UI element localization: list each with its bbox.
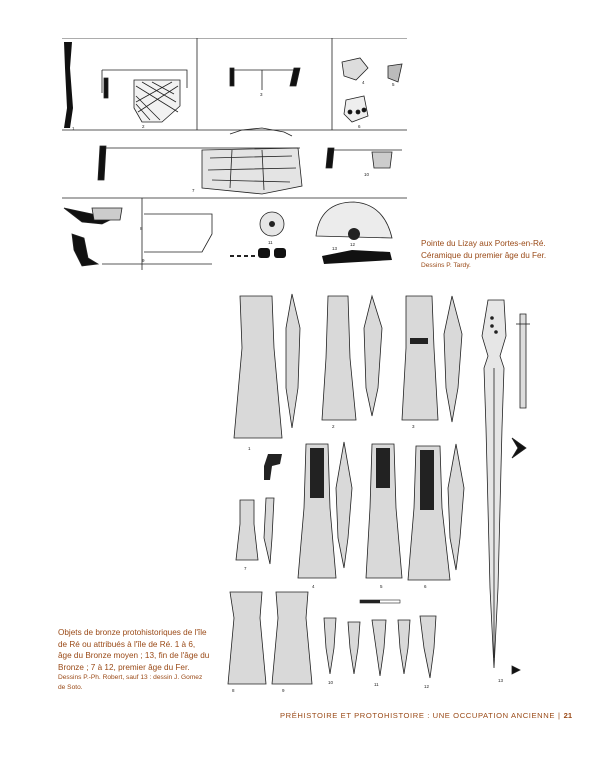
pot-10 <box>326 148 402 168</box>
axe-2-side <box>364 296 382 416</box>
pot-7 <box>98 128 302 194</box>
fig-a-num-5: 5 <box>392 82 395 87</box>
axe-6-side <box>448 444 464 570</box>
axe-7 <box>236 500 258 560</box>
fig-a-num-3: 3 <box>260 92 263 97</box>
fig-b-num-6: 6 <box>424 584 427 589</box>
fig-a-num-8: 8 <box>140 226 143 231</box>
page-number: 21 <box>563 711 573 720</box>
fig-b-num-10: 10 <box>328 680 334 685</box>
ceramics-figure <box>62 38 410 270</box>
fig-a-num-6: 6 <box>358 124 361 129</box>
pots-8-9 <box>64 208 212 266</box>
axe-4-side <box>336 442 352 568</box>
fig-a-num-12: 12 <box>350 242 356 247</box>
sword-13 <box>482 300 530 674</box>
pot-3 <box>230 68 300 90</box>
spindle-whorl-11 <box>230 212 286 258</box>
caption-bronze <box>58 627 210 693</box>
fig-a-num-11: 11 <box>268 240 273 245</box>
axe-7-side <box>264 498 274 564</box>
caption-ceramics-line2: Céramique du premier âge du Fer. <box>421 250 547 260</box>
caption-bronze-credit: Dessins P.-Ph. Robert, sauf 13 : dessin J. Gomez de Soto. <box>58 674 203 691</box>
axe-12 <box>420 616 436 678</box>
axe-11 <box>372 620 386 676</box>
fig-b-num-11: 11 <box>374 682 379 687</box>
fig-a-num-13: 13 <box>332 246 338 251</box>
scale-bar <box>360 600 400 603</box>
fig-b-num-5: 5 <box>380 584 383 589</box>
footer-separator: | <box>558 711 561 720</box>
clay-weight-12 <box>316 202 392 264</box>
fig-b-num-1: 1 <box>248 446 251 451</box>
axe-11b <box>398 620 410 674</box>
pot-profile-1 <box>64 42 73 128</box>
axe-3 <box>402 296 438 420</box>
fig-b-num-8: 8 <box>232 688 235 693</box>
caption-ceramics-credit: Dessins P. Tardy. <box>421 262 471 269</box>
page-footer <box>280 711 573 720</box>
axe-9 <box>272 592 312 684</box>
caption-ceramics <box>421 238 561 271</box>
fig-a-num-7: 7 <box>192 188 195 193</box>
fig-a-num-1: 1 <box>72 126 75 131</box>
fig-b-num-12: 12 <box>424 684 430 689</box>
pot-decorated-2 <box>102 70 187 122</box>
fig-b-num-7: 7 <box>244 566 247 571</box>
footer-section-title: PRÉHISTOIRE ET PROTOHISTOIRE : UNE OCCUPATION ANCIENNE <box>280 711 556 720</box>
axe-10b <box>348 622 360 674</box>
caption-bronze-text: Objets de bronze protohistoriques de l'île de Ré ou attribués à l'île de Ré. 1 à 6, âge du Bronze moyen ; 13, fin de l'âge du Bronze ; 7 à 12, premier âge du Fer. <box>58 628 210 672</box>
axe-2 <box>322 296 356 420</box>
fig-b-num-13: 13 <box>498 678 504 683</box>
axe-8 <box>228 592 266 684</box>
axe-1-side <box>286 294 300 428</box>
sherds-4-5-6 <box>342 58 402 122</box>
fig-b-num-3: 3 <box>412 424 415 429</box>
axe-3-side <box>444 296 462 422</box>
axe-10 <box>324 618 336 674</box>
fig-b-num-9: 9 <box>282 688 285 693</box>
caption-ceramics-line1: Pointe du Lizay aux Portes-en-Ré. <box>421 239 546 248</box>
axe-1 <box>234 296 282 438</box>
fig-a-num-9: 9 <box>142 258 145 263</box>
fig-b-num-2: 2 <box>332 424 335 429</box>
bronze-figure <box>220 288 555 696</box>
fig-a-num-10: 10 <box>364 172 370 177</box>
axe-section <box>264 454 282 480</box>
fig-a-num-2: 2 <box>142 124 145 129</box>
fig-b-num-4: 4 <box>312 584 315 589</box>
fig-a-num-4: 4 <box>362 80 365 85</box>
